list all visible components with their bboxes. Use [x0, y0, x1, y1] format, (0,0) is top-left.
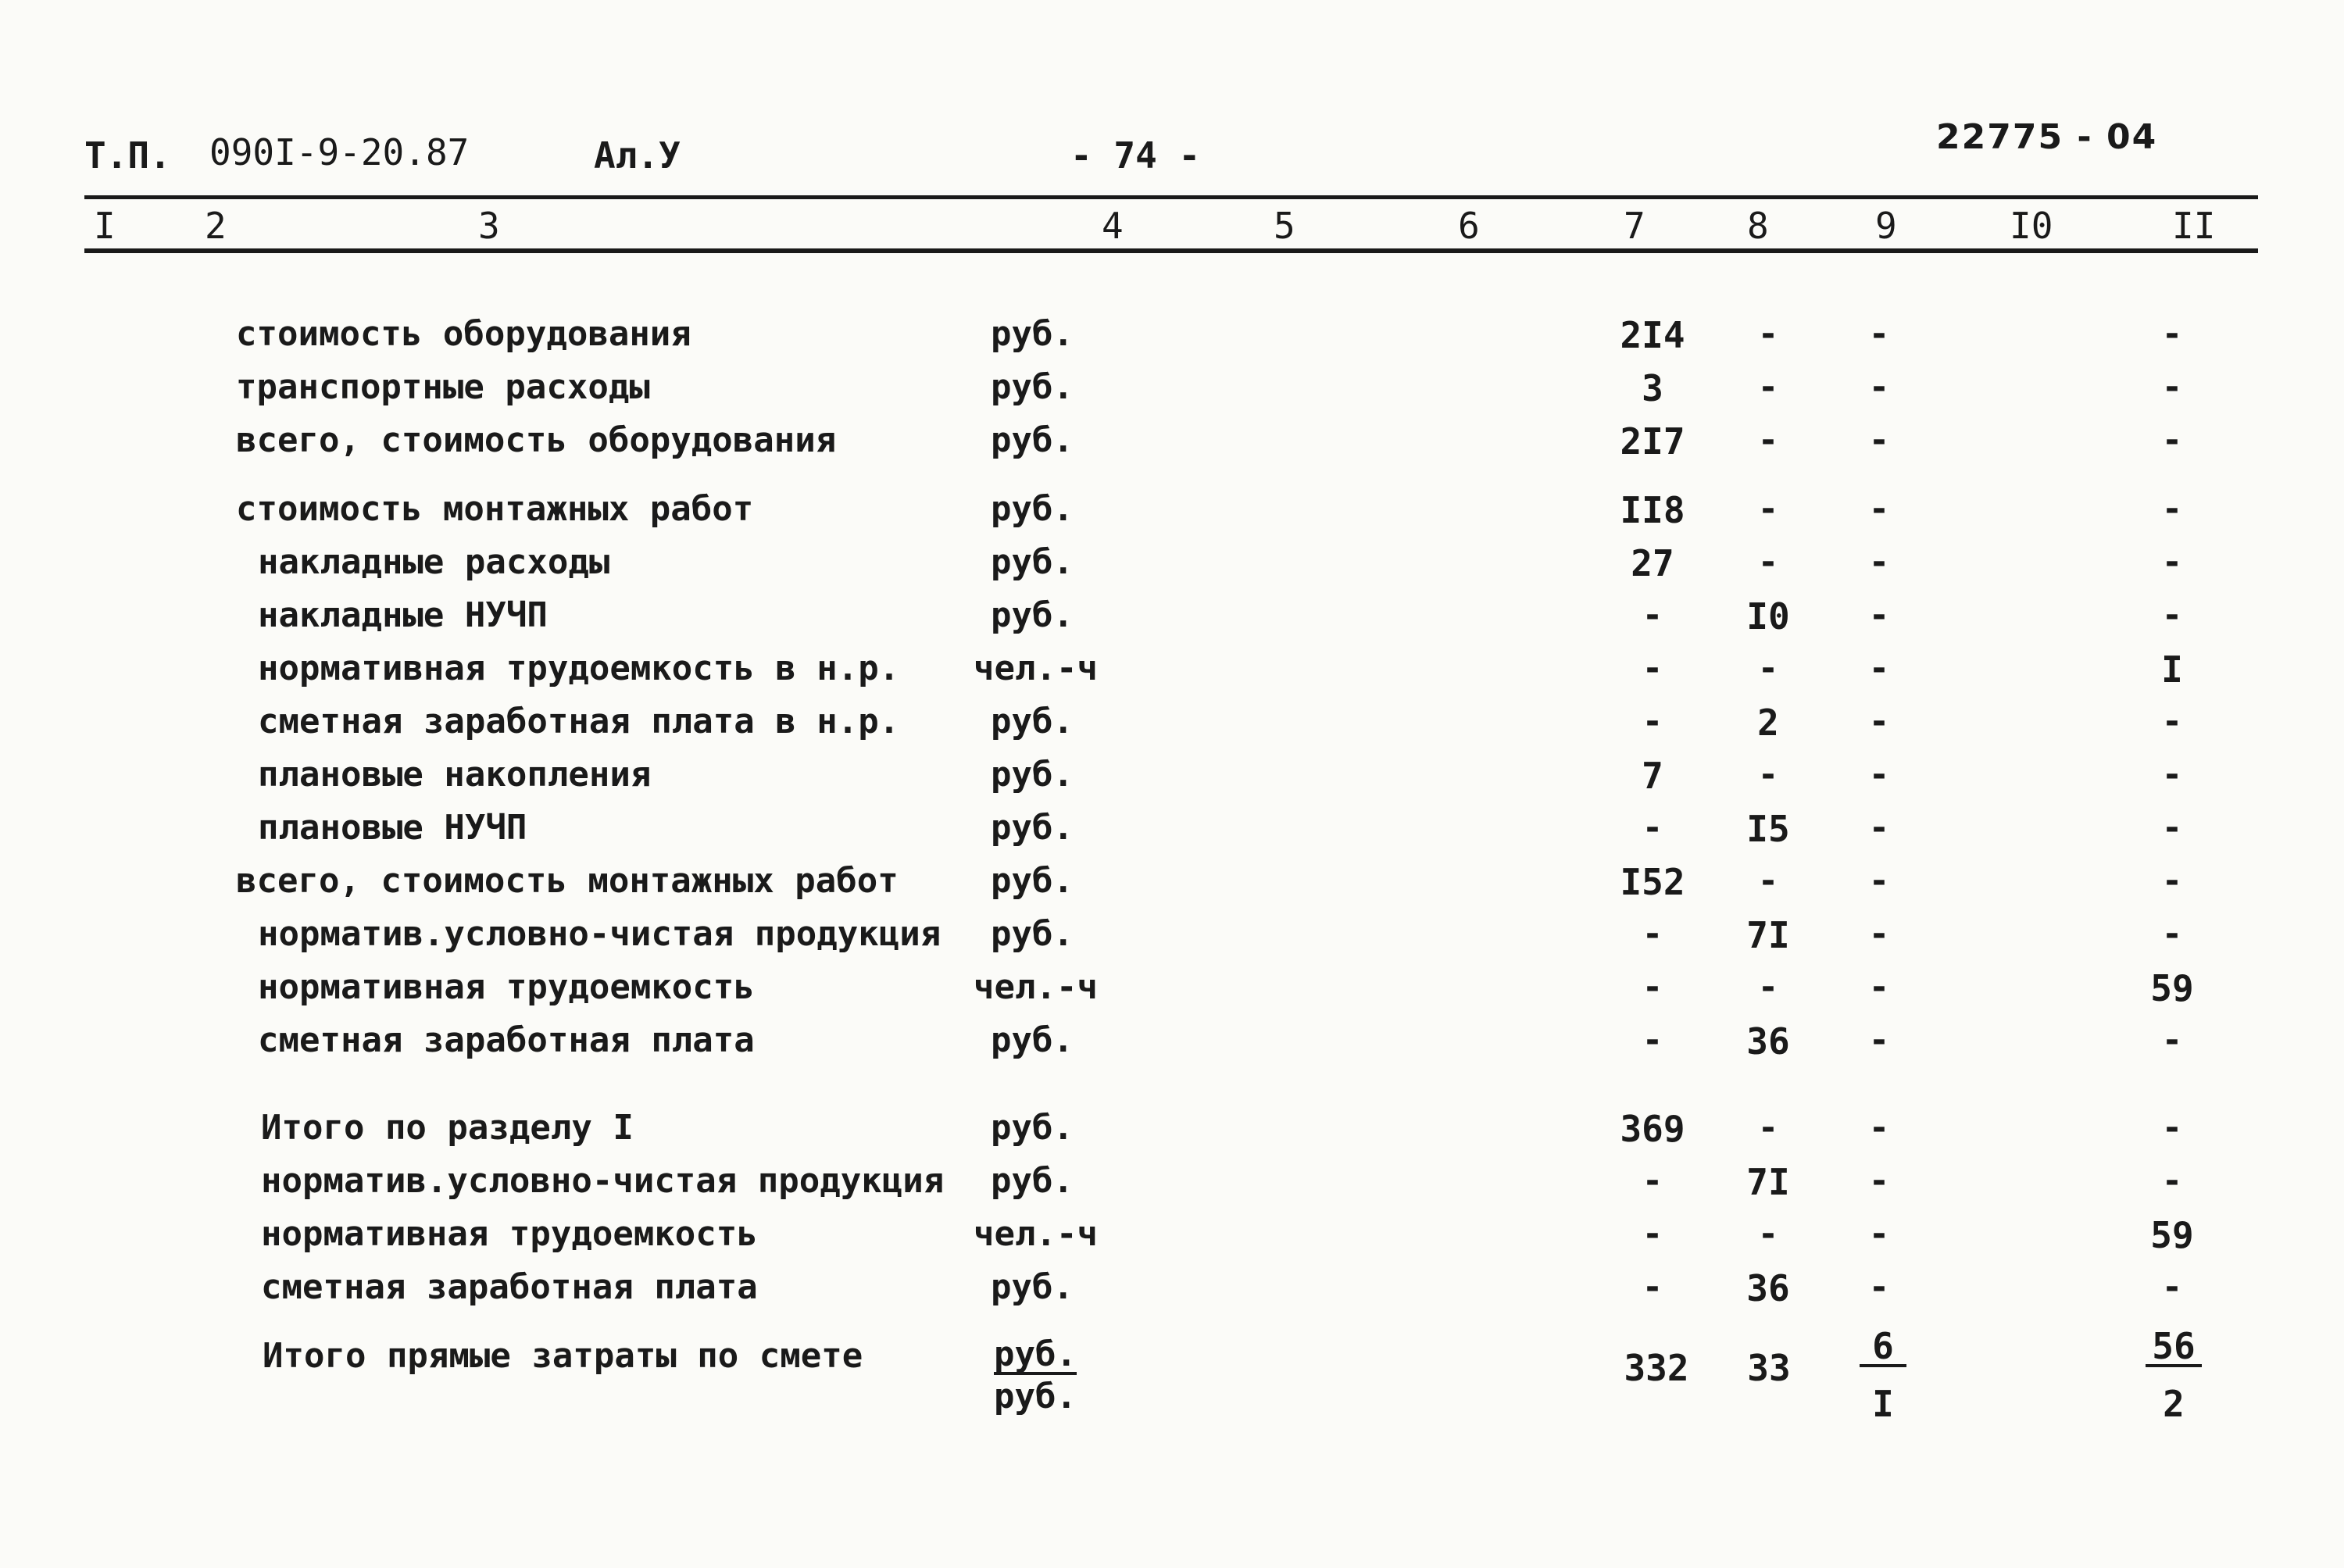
- col9-value: -: [1868, 861, 1890, 901]
- col9-value: -: [1868, 648, 1890, 688]
- final-col11-bottom: 2: [2163, 1383, 2185, 1425]
- row-label: стоимость монтажных работ: [236, 489, 754, 529]
- row-unit: чел.-ч: [974, 1214, 1098, 1254]
- col11-value: 59: [2150, 967, 2194, 1009]
- col11-value: -: [2161, 914, 2183, 954]
- col8-value: 7I: [1746, 1161, 1790, 1203]
- final-col11-top: 56: [2146, 1328, 2202, 1367]
- col9-value: -: [1868, 1108, 1890, 1148]
- col9-value: -: [1868, 489, 1890, 529]
- col9-value: -: [1868, 808, 1890, 848]
- col8-value: -: [1757, 489, 1779, 529]
- col8-value: -: [1757, 1108, 1779, 1148]
- row-label: Итого по разделу I: [261, 1108, 634, 1148]
- doc-number: 090I-9-20.87: [209, 131, 470, 173]
- col8-value: -: [1757, 967, 1779, 1007]
- tp-label: Т.П.: [84, 134, 171, 177]
- col9-value: -: [1868, 542, 1890, 582]
- col8-value: 36: [1746, 1020, 1790, 1063]
- row-label: сметная заработная плата: [261, 1267, 758, 1307]
- row-label: сметная заработная плата: [258, 1020, 755, 1060]
- row-unit: руб.: [991, 914, 1074, 954]
- col9-value: -: [1868, 314, 1890, 354]
- col11-value: -: [2161, 595, 2183, 635]
- col9-value: -: [1868, 755, 1890, 795]
- col11-value: -: [2161, 755, 2183, 795]
- final-unit-top: руб.: [994, 1334, 1077, 1374]
- col7-value: -: [1642, 1161, 1663, 1201]
- col9-value: -: [1868, 1267, 1890, 1307]
- row-unit: руб.: [991, 1267, 1074, 1307]
- row-label: всего, стоимость оборудования: [236, 420, 837, 460]
- col7-value: II8: [1620, 489, 1685, 531]
- column-number-6: 6: [1458, 205, 1480, 247]
- column-number-10: I0: [2010, 205, 2053, 247]
- top-rule: [84, 195, 2258, 199]
- page-number: - 74 -: [1070, 134, 1201, 177]
- col9-value: -: [1868, 420, 1890, 460]
- col11-value: -: [2161, 1108, 2183, 1148]
- row-unit: руб.: [991, 542, 1074, 582]
- col8-value: -: [1757, 755, 1779, 795]
- col11-value: -: [2161, 702, 2183, 741]
- handwritten-code: 22775 - 04: [1936, 117, 2158, 157]
- row-unit: руб.: [991, 1108, 1074, 1148]
- row-unit: руб.: [991, 489, 1074, 529]
- final-col8-value: 33: [1747, 1347, 1791, 1389]
- final-row-label: Итого прямые затраты по смете: [263, 1336, 863, 1376]
- col7-value: 2I7: [1620, 420, 1685, 463]
- col8-value: -: [1757, 1214, 1779, 1254]
- column-rule: [84, 248, 2258, 253]
- col9-value: -: [1868, 595, 1890, 635]
- final-col9-top: 6: [1860, 1328, 1906, 1367]
- col11-value: -: [2161, 1020, 2183, 1060]
- col7-value: -: [1642, 702, 1663, 741]
- row-unit: чел.-ч: [974, 648, 1098, 688]
- column-number-9: 9: [1875, 205, 1897, 247]
- col8-value: -: [1757, 542, 1779, 582]
- row-unit: руб.: [991, 314, 1074, 354]
- row-label: нормативная трудоемкость: [261, 1214, 758, 1254]
- col7-value: 3: [1642, 367, 1663, 409]
- col8-value: I5: [1746, 808, 1790, 850]
- row-label: плановые накопления: [258, 755, 652, 795]
- col7-value: -: [1642, 808, 1663, 848]
- row-label: нормативная трудоемкость: [258, 967, 755, 1007]
- row-label: транспортные расходы: [236, 367, 650, 407]
- row-unit: руб.: [991, 420, 1074, 460]
- column-number-4: 4: [1102, 205, 1124, 247]
- col8-value: -: [1757, 648, 1779, 688]
- col7-value: -: [1642, 914, 1663, 954]
- col9-value: -: [1868, 1214, 1890, 1254]
- row-label: накладные расходы: [258, 542, 610, 582]
- col8-value: -: [1757, 420, 1779, 460]
- col11-value: -: [2161, 542, 2183, 582]
- row-label: норматив.условно-чистая продукция: [258, 914, 942, 954]
- row-unit: руб.: [991, 755, 1074, 795]
- col8-value: 36: [1746, 1267, 1790, 1309]
- column-number-11: II: [2172, 205, 2216, 247]
- col7-value: -: [1642, 595, 1663, 635]
- row-label: сметная заработная плата в н.р.: [258, 702, 900, 741]
- row-unit: руб.: [991, 1020, 1074, 1060]
- col11-value: -: [2161, 808, 2183, 848]
- row-unit: руб.: [991, 1161, 1074, 1201]
- row-unit: руб.: [991, 702, 1074, 741]
- col11-value: -: [2161, 489, 2183, 529]
- col7-value: -: [1642, 1214, 1663, 1254]
- row-unit: руб.: [991, 595, 1074, 635]
- column-number-8: 8: [1747, 205, 1769, 247]
- column-number-7: 7: [1624, 205, 1645, 247]
- final-col7-value: 332: [1624, 1347, 1689, 1389]
- row-unit: руб.: [991, 367, 1074, 407]
- row-label: норматив.условно-чистая продукция: [261, 1161, 945, 1201]
- col9-value: -: [1868, 367, 1890, 407]
- col11-value: -: [2161, 367, 2183, 407]
- final-col9-bottom: I: [1872, 1383, 1894, 1425]
- row-label: стоимость оборудования: [236, 314, 691, 354]
- col11-value: -: [2161, 861, 2183, 901]
- col7-value: -: [1642, 1267, 1663, 1307]
- album-label: Ал.У: [594, 134, 681, 177]
- col8-value: -: [1757, 861, 1779, 901]
- col7-value: -: [1642, 1020, 1663, 1060]
- col11-value: -: [2161, 1267, 2183, 1307]
- column-number-3: 3: [478, 205, 500, 247]
- row-unit: руб.: [991, 861, 1074, 901]
- col8-value: -: [1757, 314, 1779, 354]
- col7-value: 7: [1642, 755, 1663, 797]
- col7-value: 2I4: [1620, 314, 1685, 356]
- col9-value: -: [1868, 914, 1890, 954]
- col9-value: -: [1868, 1020, 1890, 1060]
- col8-value: 7I: [1746, 914, 1790, 956]
- col9-value: -: [1868, 967, 1890, 1007]
- col11-value: -: [2161, 1161, 2183, 1201]
- col11-value: -: [2161, 314, 2183, 354]
- column-number-5: 5: [1274, 205, 1295, 247]
- col11-value: I: [2161, 648, 2183, 691]
- col9-value: -: [1868, 1161, 1890, 1201]
- col7-value: I52: [1620, 861, 1685, 903]
- col8-value: -: [1757, 367, 1779, 407]
- row-label: накладные НУЧП: [258, 595, 548, 635]
- col8-value: 2: [1757, 702, 1779, 744]
- col9-value: -: [1868, 702, 1890, 741]
- row-label: плановые НУЧП: [258, 808, 527, 848]
- row-label: всего, стоимость монтажных работ: [236, 861, 899, 901]
- col7-value: 369: [1620, 1108, 1685, 1150]
- col7-value: -: [1642, 967, 1663, 1007]
- col7-value: -: [1642, 648, 1663, 688]
- column-number-2: 2: [205, 205, 227, 247]
- final-unit-bottom: руб.: [994, 1377, 1077, 1416]
- col8-value: I0: [1746, 595, 1790, 638]
- row-unit: руб.: [991, 808, 1074, 848]
- row-label: нормативная трудоемкость в н.р.: [258, 648, 900, 688]
- col7-value: 27: [1631, 542, 1674, 584]
- column-number-1: I: [94, 205, 116, 247]
- col11-value: 59: [2150, 1214, 2194, 1256]
- col11-value: -: [2161, 420, 2183, 460]
- row-unit: чел.-ч: [974, 967, 1098, 1007]
